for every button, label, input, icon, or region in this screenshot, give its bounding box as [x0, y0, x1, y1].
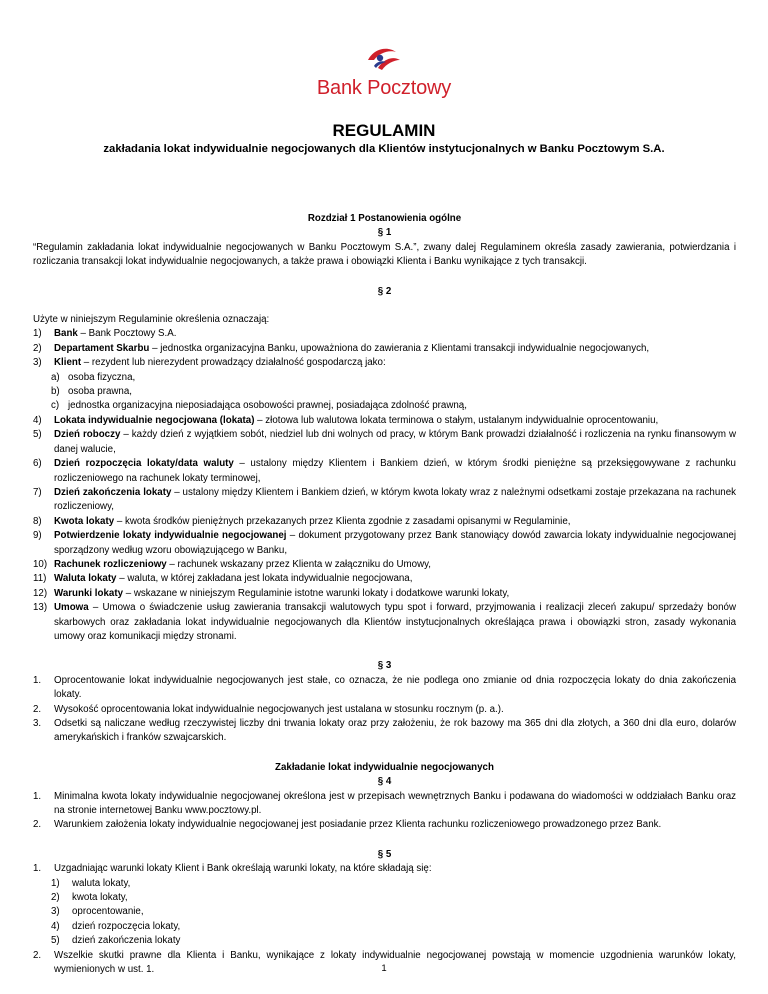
- section-5-number: § 5: [377, 848, 392, 860]
- item-text: Warunkiem założenia lokaty indywidualnie negocjowanej jest posiadanie przez Klienta rachunku rozliczeniowego prowadzonego przez Bank.: [54, 819, 662, 831]
- section-4-item: [33, 790, 736, 819]
- definition-term: Dzień rozpoczęcia lokaty/data waluty: [54, 458, 234, 470]
- definition-text: [54, 558, 736, 572]
- definition-text: [54, 327, 736, 341]
- definition-term: Departament Skarbu: [54, 342, 150, 354]
- definition-text: [54, 529, 736, 558]
- item-text: Wysokość oprocentowania lokat indywidualnie negocjowanych jest ustalana w stosunku rocznym (p. a.).: [54, 703, 504, 715]
- definition-item: [33, 356, 736, 370]
- definition-item: [33, 327, 736, 341]
- definition-description: – rezydent lub nierezydent prowadzący działalność gospodarczą jako:: [81, 357, 386, 369]
- logo-wordmark: Bank Pocztowy: [316, 77, 452, 99]
- definition-text: [54, 356, 736, 370]
- definition-text: [54, 601, 736, 644]
- definition-description: – wskazane w niniejszym Regulaminie istotne warunki lokaty i dodatkowe warunki lokaty,: [123, 587, 510, 599]
- klient-sub-item: [33, 371, 736, 385]
- definition-term: Lokata indywidualnie negocjowana (lokata): [54, 414, 255, 426]
- subitem-number: 2): [51, 892, 60, 904]
- section-5-sublist: [33, 877, 736, 949]
- sub-text: osoba prawna,: [68, 386, 132, 398]
- definition-item: [33, 558, 736, 572]
- definition-item: [33, 457, 736, 486]
- definition-term: Rachunek rozliczeniowy: [54, 558, 167, 570]
- subitem-number: 5): [51, 935, 60, 947]
- definitions-list: [33, 327, 736, 644]
- definition-term: Klient: [54, 357, 82, 369]
- definition-text: [54, 515, 736, 529]
- klient-sub-item: [33, 385, 736, 399]
- definition-number: 4): [33, 414, 42, 426]
- definition-term: Bank: [54, 328, 78, 340]
- definition-number: 9): [33, 530, 42, 542]
- definition-item: [33, 572, 736, 586]
- item-number: 2.: [33, 703, 42, 715]
- definition-text: [54, 587, 736, 601]
- section-5-subitem: [33, 920, 736, 934]
- subitem-text: dzień rozpoczęcia lokaty,: [72, 920, 181, 932]
- definition-term: Dzień zakończenia lokaty: [54, 486, 172, 498]
- klient-sub-item: [33, 399, 736, 413]
- section-3-item: [33, 703, 736, 717]
- definition-number: 2): [33, 342, 42, 354]
- document-subtitle: zakładania lokat indywidualnie negocjowanych dla Klientów instytucjonalnych w Banku Pocztowym S.A.: [103, 143, 665, 155]
- definition-number: 10): [33, 558, 48, 570]
- section-4-item: [33, 818, 736, 832]
- item-text: Oprocentowanie lokat indywidualnie negocjowanych jest stałe, co oznacza, że nie podlega ono zmianie od dnia rozpoczęcia lokaty do dnia zakończenia lokaty.: [54, 674, 736, 701]
- definition-text: [54, 414, 736, 428]
- subitem-text: waluta lokaty,: [72, 877, 131, 889]
- section-5-subitem: [33, 877, 736, 891]
- item-text: Minimalna kwota lokaty indywidualnie negocjowanej określona jest w przepisach wewnętrznych Banku i podawana do wiadomości w oddziałach Banku oraz na stronie internetowej Banku www.pocztowy.pl.: [54, 790, 736, 817]
- section-5-subitem: [33, 905, 736, 919]
- subitem-number: 1): [51, 877, 60, 889]
- definition-term: Kwota lokaty: [54, 515, 115, 527]
- chapter-1-heading: Rozdział 1 Postanowienia ogólne: [307, 213, 462, 224]
- definition-text: [54, 428, 736, 457]
- definition-item: [33, 587, 736, 601]
- definition-description: – jednostka organizacyjna Banku, upoważniona do zawierania z Klientami transakcji indywidualnie negocjowanych,: [149, 342, 650, 354]
- sub-letter: a): [51, 371, 60, 383]
- definition-description: – Umowa o świadczenie usług zawierania transakcji walutowych typu spot i forward, przyjmowania i realizacji zleceń zakupu/ sprzedaży bonów skarbowych oraz zakładania lokat indywidualnie negocjowanych dla Klientów instytucjonalnych określająca prawa i obowiązki stron, zasady wykonania umowy oraz komunikacji między stronami.: [54, 602, 736, 642]
- sub-letter: c): [51, 400, 60, 412]
- item-number: 3.: [33, 718, 42, 729]
- section-1-text: “Regulamin zakładania lokat indywidualnie negocjowanych w Banku Pocztowym S.A.”, zwany dalej Regulaminem określa zasady zawierania, potwierdzania i rozliczania transakcji lokat indywidualnie negocjowanych, a także prawa i obowiązki Klienta i Banku wynikające z tych transakcji.: [33, 241, 736, 268]
- item-number: 2.: [33, 819, 42, 831]
- definition-number: 8): [33, 515, 42, 527]
- definition-number: 11): [33, 573, 47, 585]
- section-3-item: [33, 717, 736, 746]
- definition-item: [33, 428, 736, 457]
- section-2-intro: Użyte w niniejszym Regulaminie określenia oznaczają:: [33, 314, 270, 326]
- definition-item: [33, 414, 736, 428]
- bank-pocztowy-logo-icon: [364, 44, 404, 76]
- definition-number: 12): [33, 587, 48, 599]
- section-3-item: [33, 674, 736, 703]
- subitem-text: dzień zakończenia lokaty: [72, 935, 181, 947]
- item-number: 1.: [33, 674, 42, 686]
- section-5-subitem: [33, 934, 736, 948]
- definition-number: 5): [33, 429, 42, 441]
- definition-description: – dokument przygotowany przez Bank stanowiący dowód zawarcia lokaty indywidualnie negocjowanej sporządzony według wzoru obowiązującego w Banku,: [54, 530, 736, 556]
- definition-text: [54, 572, 736, 586]
- definition-number: 1): [33, 328, 42, 340]
- item-number: 1.: [33, 790, 42, 802]
- item-text: Odsetki są naliczane według rzeczywistej liczby dni trwania lokaty oraz przy założeniu, że rok bazowy ma 365 dni dla złotych, a 360 dni dla euro, dolarów amerykańskich i franków szwajcarskich.: [54, 718, 736, 744]
- definition-number: 3): [33, 357, 42, 369]
- definition-description: – Bank Pocztowy S.A.: [77, 328, 177, 340]
- chapter-2-heading: Zakładanie lokat indywidualnie negocjowanych: [275, 761, 494, 773]
- definition-item: [33, 486, 736, 515]
- document-body: [33, 212, 736, 978]
- definition-term: Potwierdzenie lokaty indywidualnie negocjowanej: [54, 530, 287, 542]
- definition-item: [33, 529, 736, 558]
- definition-number: 6): [33, 458, 42, 470]
- definition-text: [54, 342, 736, 356]
- definition-term: Waluta lokaty: [54, 573, 117, 585]
- subitem-text: oprocentowanie,: [72, 906, 144, 918]
- document-title: REGULAMIN: [332, 121, 436, 140]
- definition-text: [54, 486, 736, 515]
- definition-text: [54, 457, 736, 486]
- subitem-text: kwota lokaty,: [72, 892, 128, 904]
- definition-description: – waluta, w której zakładana jest lokata indywidualnie negocjowana,: [116, 573, 413, 585]
- section-3-number: § 3: [377, 660, 392, 672]
- section-5-item-1: 1. Uzgadniając warunki lokaty Klient i Bank określają warunki lokaty, na które składają się:: [33, 863, 432, 875]
- definition-item: [33, 342, 736, 356]
- sub-letter: b): [51, 386, 60, 398]
- subitem-number: 4): [51, 920, 60, 932]
- definition-number: 7): [33, 486, 42, 498]
- page-number: 1: [381, 963, 387, 974]
- definition-description: – złotowa lub walutowa lokata terminowa o stałym, ustalanym indywidualnie oprocentowaniu,: [254, 414, 659, 426]
- definition-item: [33, 515, 736, 529]
- section-4-number: § 4: [377, 776, 392, 788]
- definition-item: [33, 601, 736, 644]
- subitem-number: 3): [51, 906, 60, 918]
- sub-text: jednostka organizacyjna nieposiadająca osobowości prawnej, posiadająca zdolność prawną,: [68, 400, 467, 412]
- sub-text: osoba fizyczna,: [68, 371, 136, 383]
- section-5-item-2: 2. Wszelkie skutki prawne dla Klienta i Banku, wynikające z lokaty indywidualnie negocjowanej powstają w momencie uzgodnienia warunków lokaty, wymienionych w ust. 1.: [33, 949, 736, 976]
- definition-term: Umowa: [54, 602, 89, 614]
- bank-logo: [0, 44, 768, 100]
- definition-description: – ustalony między Klientem i Bankiem dzień, w którym kwota lokaty wraz z należnymi odsetkami zostaje przekazana na rachunek rozliczeniowy,: [54, 486, 736, 513]
- section-1-number: § 1: [377, 227, 392, 239]
- section-5-subitem: [33, 891, 736, 905]
- section-2-number: § 2: [377, 285, 392, 297]
- definition-description: – każdy dzień z wyjątkiem sobót, niedziel lub dni wolnych od pracy, w którym Bank prowadzi działalność i rozliczenia na rynku finansowym w danej walucie,: [54, 429, 736, 455]
- definition-term: Warunki lokaty: [54, 587, 123, 599]
- definition-number: 13): [33, 602, 48, 614]
- section-3-list: [33, 674, 736, 746]
- definition-description: – rachunek wskazany przez Klienta w załączniku do Umowy,: [166, 558, 431, 570]
- definition-term: Dzień roboczy: [54, 429, 121, 441]
- section-4-list: [33, 790, 736, 833]
- definition-description: – kwota środków pieniężnych przekazanych przez Klienta zgodnie z zasadami opisanymi w Regulaminie,: [114, 515, 571, 527]
- definition-description: – ustalony między Klientem i Bankiem dzień, w którym środki pieniężne są przeksięgowywane z rachunku rozliczeniowego na rachunek lokaty terminowej,: [54, 458, 736, 484]
